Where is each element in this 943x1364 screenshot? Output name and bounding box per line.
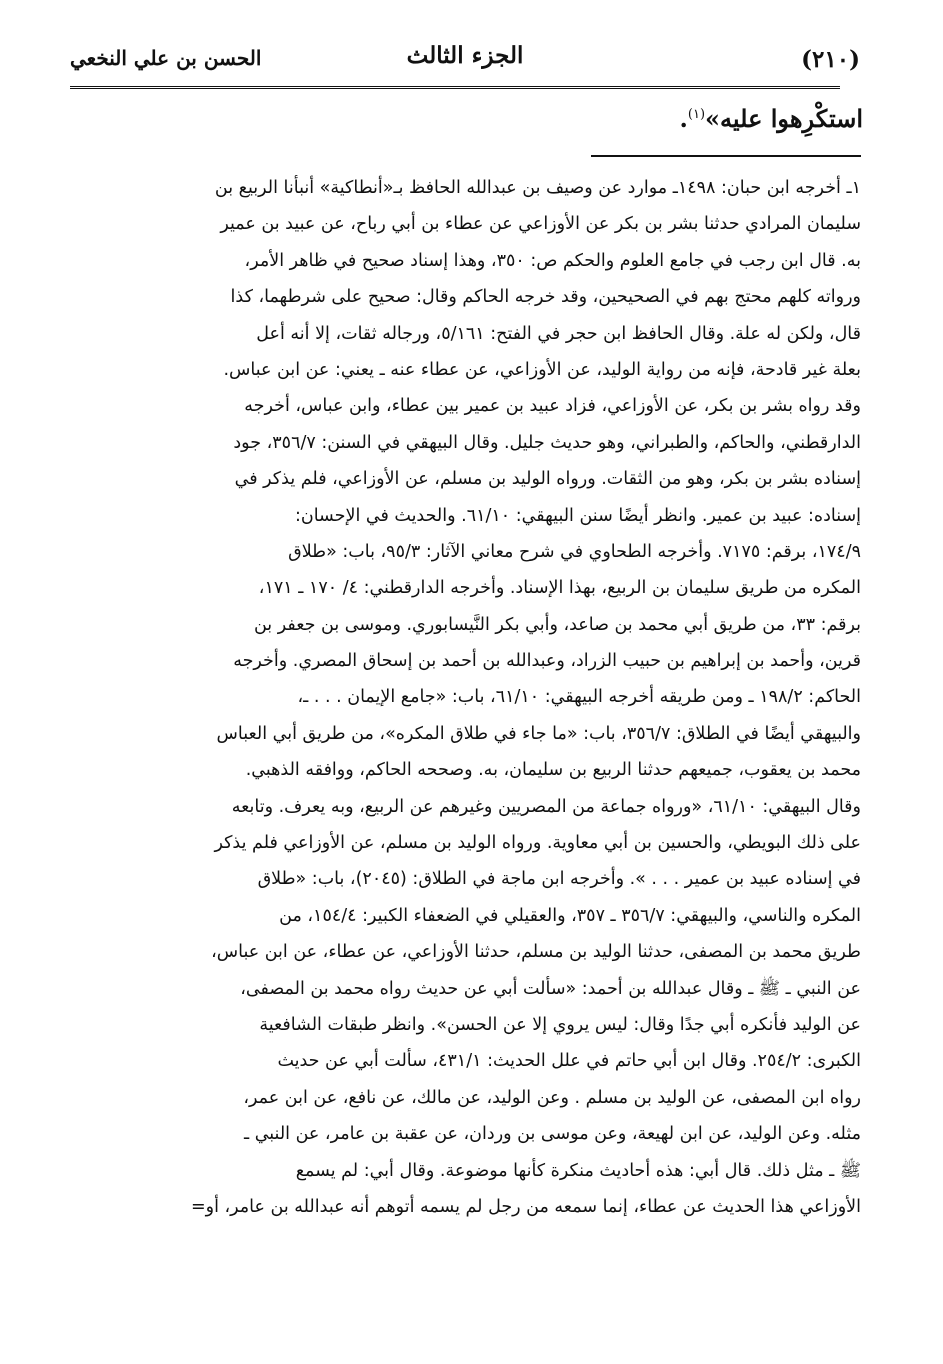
footnote-line: محمد بن يعقوب، جميعهم حدثنا الربيع بن سليمان، به. وصححه الحاكم، ووافقه الذهبي.	[245, 760, 861, 781]
page-header	[70, 40, 860, 76]
footnote-line: مثله. وعن الوليد، عن ابن لهيعة، وعن موسى بن وردان، عن عقبة بن عامر، عن النبي ـ	[244, 1124, 861, 1145]
footnote-line: سليمان المرادي حدثنا بشر بن بكر عن الأوزاعي عن عطاء بن أبي رباح، عن عبيد بن عمير	[220, 214, 861, 235]
chapter-title: الحسن بن علي النخعي	[70, 46, 262, 70]
footnote-line: وقال البيهقي: ٦١/١٠، «ورواه جماعة من المصريين وغيرهم عن الربيع، وبه يعرف. وتابعه	[231, 796, 861, 817]
footnote-line: المكره من طريق سليمان بن الربيع، بهذا الإسناد. وأخرجه الدارقطني: ٤/ ١٧٠ ـ ١٧١،	[258, 578, 861, 599]
footnote-line: رواه ابن المصفى، عن الوليد بن مسلم . وعن الوليد، عن مالك، عن نافع، عن ابن عمر،	[243, 1087, 861, 1108]
footnote-line: ﷺ ـ مثل ذلك. قال أبي: هذه أحاديث منكرة كأنها موضوعة. وقال أبي: لم يسمع	[295, 1160, 861, 1181]
footnote-line: إسناده بشر بن بكر، وهو من الثقات. ورواه الوليد بن مسلم، عن الأوزاعي، فلم يذكر في	[234, 469, 861, 490]
footnote-divider	[591, 155, 861, 157]
footnote-reference: (١)	[687, 107, 706, 122]
footnote-line: في إسناده عبيد بن عمير . . . ». وأخرجه ابن ماجة في الطلاق: (٢٠٤٥)، باب: «طلاق	[257, 869, 861, 890]
footnote-line: الدارقطني، والحاكم، والطبراني، وهو حديث جليل. وقال البيهقي في السنن: ٣٥٦/٧، جود	[233, 432, 861, 453]
footnote-line: طريق محمد بن المصفى، حدثنا الوليد بن مسلم، حدثنا الأوزاعي، عن عطاء، عن ابن عباس،	[211, 942, 861, 963]
footnote-line: ١ـ أخرجه ابن حبان: ١٤٩٨ـ موارد عن وصيف بن عبدالله الحافظ بـ«أنطاكية» أنبأنا الربيع بن	[214, 178, 861, 198]
footnote-line: إسناده: عبيد بن عمير. وانظر أيضًا سنن البيهقي: ٦١/١٠. والحديث في الإحسان:	[294, 505, 861, 526]
page-number: (٢١٠)	[801, 46, 860, 73]
footnote-line: عن الوليد فأنكره أبي جدًا وقال: ليس يروي إلا عن الحسن». وانظر طبقات الشافعية	[259, 1014, 861, 1035]
main-text-body: استكْرِهوا عليه»	[705, 104, 863, 133]
footnote-line: عن النبي ـ ﷺ ـ وقال عبدالله بن أحمد: «سألت أبي عن حديث رواه محمد بن المصفى،	[240, 978, 861, 999]
header-divider	[70, 86, 840, 89]
footnote-line: على ذلك البويطي، والحسين بن أبي معاوية. ورواه الوليد بن مسلم، عن الأوزاعي فلم يذكر	[214, 833, 861, 854]
footnote-line: وقد رواه بشر بن بكر، عن الأوزاعي، فزاد عبيد بن عمير بين عطاء، وابن عباس، أخرجه	[244, 396, 861, 417]
footnote-line: والبيهقي أيضًا في الطلاق: ٣٥٦/٧، باب: «ما جاء في طلاق المكره»، من طريق أبي العباس	[216, 723, 861, 744]
footnote-line: ١٧٤/٩، برقم: ٧١٧٥. وأخرجه الطحاوي في شرح معاني الآثار: ٩٥/٣، باب: «طلاق	[288, 541, 861, 562]
footnote-line: به. قال ابن رجب في جامع العلوم والحكم ص: ٣٥٠، وهذا إسناد صحيح في ظاهر الأمر،	[244, 250, 861, 271]
footnote-line: الكبرى: ٢٥٤/٢. وقال ابن أبي حاتم في علل الحديث: ٤٣١/١، سألت أبي عن حديث	[277, 1051, 861, 1072]
footnote-line: المكره والناسي، والبيهقي: ٣٥٦/٧ ـ ٣٥٧، والعقيلي في الضعفاء الكبير: ١٥٤/٤، من	[279, 905, 861, 926]
footnote-line: قال، ولكن له علة. وقال الحافظ ابن حجر في الفتح: ٥/١٦١، ورجاله ثقات، إلا أنه أعل	[256, 323, 861, 344]
footnote-line: ورواته كلهم محتج بهم في الصحيحين، وقد خرجه الحاكم وقال: صحيح على شرطهما، كذا	[230, 287, 861, 308]
footnote-line: الأوزاعي هذا الحديث عن عطاء، إنما سمعه من رجل لم يسمه أتوهم أنه عبدالله بن عامر، أو=	[190, 1196, 861, 1217]
main-text	[93, 104, 863, 133]
footnote-block	[125, 170, 861, 1225]
main-text-tail: .	[679, 104, 688, 133]
footnote-line: الحاكم: ١٩٨/٢ ـ ومن طريقه أخرجه البيهقي: ٦١/١٠، باب: «جامع الإيمان . . . ـ،	[297, 687, 861, 708]
footnote-line: برقم: ٣٣، من طريق أبي محمد بن صاعد، وأبي بكر النَّيسابوري. وموسى بن جعفر بن	[253, 614, 861, 635]
footnote-line: بعلة غير قادحة، فإنه من رواية الوليد، عن الأوزاعي، عن عطاء عنه ـ يعني: عن ابن عباس.	[223, 359, 861, 380]
volume-title: الجزء الثالث	[406, 42, 524, 69]
footnote-line: قرين، وأحمد بن إبراهيم بن حبيب الزراد، وعبدالله بن أحمد بن إسحاق المصري. وأخرجه	[233, 651, 861, 672]
